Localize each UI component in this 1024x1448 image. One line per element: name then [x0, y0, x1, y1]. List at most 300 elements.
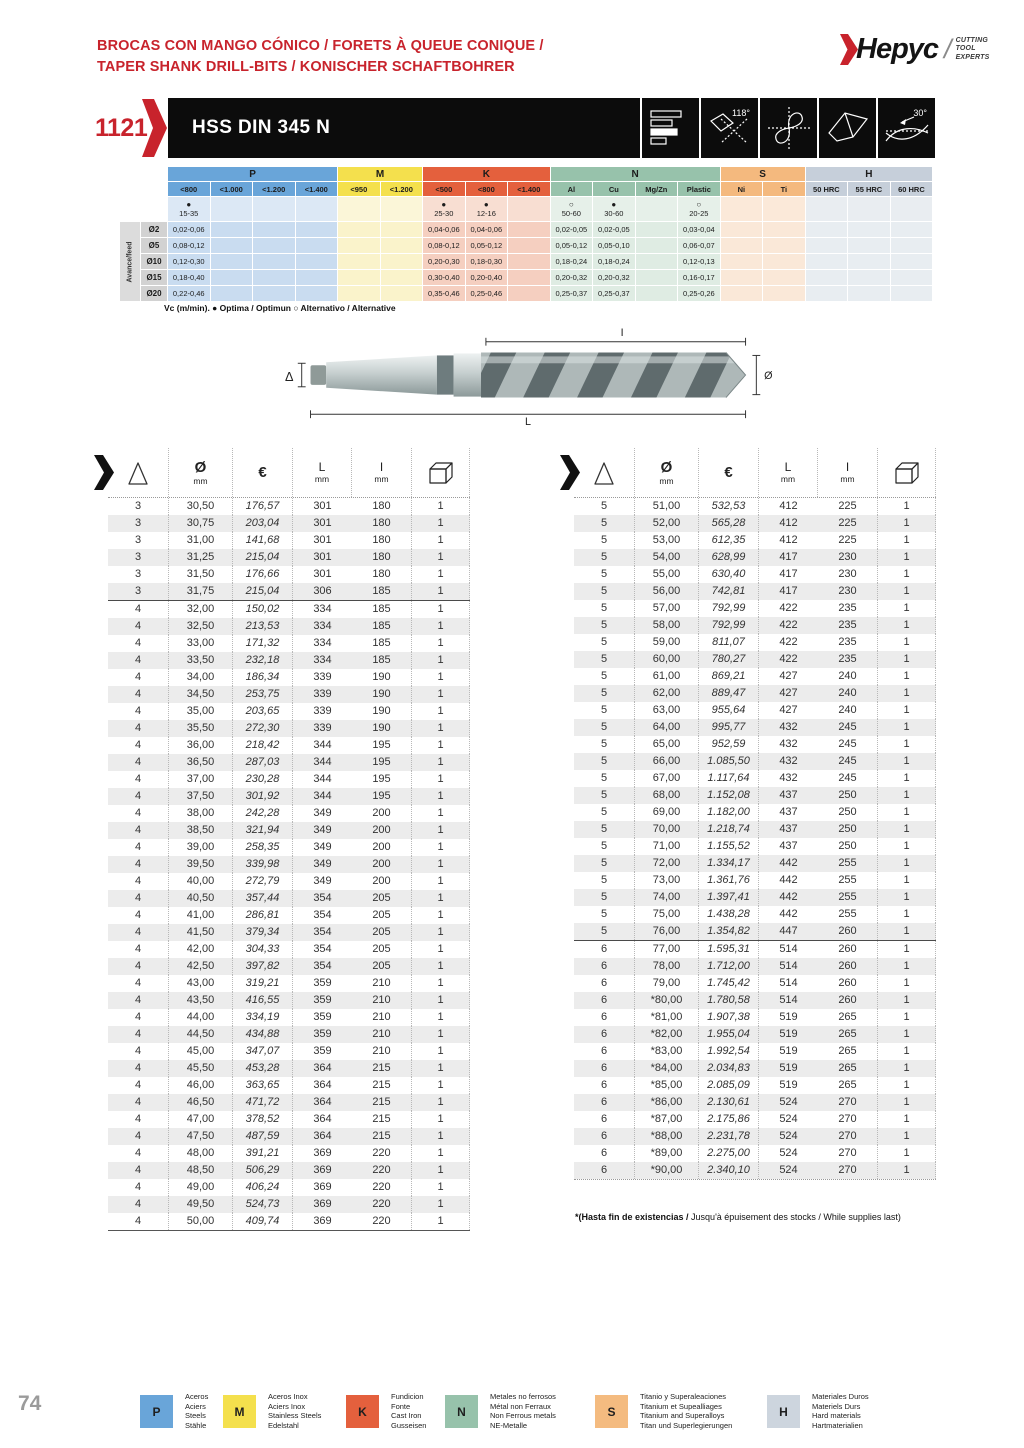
cell-diameter: 39,00	[169, 839, 233, 856]
cell-flute-length: 215	[352, 1077, 412, 1094]
cell-price: 176,57	[233, 498, 293, 515]
cell-cone: 5	[574, 685, 635, 702]
cell-cone: 6	[574, 992, 635, 1009]
cell-cone: 4	[108, 890, 169, 907]
catalog-row	[574, 992, 936, 1009]
material-group-N: N	[551, 167, 720, 181]
length-column-header	[293, 448, 352, 497]
package-column-header	[878, 448, 936, 497]
cell-flute-length: 210	[352, 975, 412, 992]
legend-line: Stähle	[185, 1420, 207, 1430]
feed-cell: 0,25-0,37	[593, 286, 635, 301]
cell-cone: 5	[574, 600, 635, 617]
cell-length: 344	[313, 790, 332, 802]
product-banner	[95, 98, 935, 158]
cell-length: 306	[313, 585, 332, 597]
cell-flute-length: 250	[818, 821, 878, 838]
product-name-bar	[168, 98, 640, 158]
cell-cone: 3	[108, 532, 169, 549]
cell-flute-length: 185	[352, 652, 412, 669]
flute-symbol: I	[379, 460, 384, 475]
cell-flute-length: 235	[818, 617, 878, 634]
legend-line: Materiels Durs	[812, 1401, 861, 1411]
package-cube-icon	[894, 461, 920, 485]
price-symbol: €	[724, 464, 733, 481]
cell-diameter: 41,00	[169, 907, 233, 924]
cell-cone: 5	[574, 753, 635, 770]
legend-line: Materiales Duros	[812, 1392, 869, 1401]
feed-cell	[806, 254, 848, 269]
cell-price: 232,18	[233, 652, 293, 669]
cell-qty: 1	[412, 1026, 470, 1043]
cell-cone: 5	[574, 651, 635, 668]
cell-cone: 5	[574, 515, 635, 532]
cell-flute-length: 195	[352, 737, 412, 754]
cell-qty: 1	[412, 958, 470, 975]
subcolumn-header: <950	[338, 182, 380, 196]
product-name: HSS DIN 345 N	[192, 117, 331, 138]
catalog-row	[108, 737, 470, 754]
cell-length: 412	[779, 534, 798, 546]
cell-diameter: 52,00	[635, 515, 699, 532]
catalog-row	[574, 532, 936, 549]
catalog-row	[108, 1060, 470, 1077]
flute-unit: mm	[374, 474, 389, 485]
cell-qty: 1	[878, 906, 936, 923]
cell-qty: 1	[878, 685, 936, 702]
cell-flute-length: 245	[818, 736, 878, 753]
total-length-label: L	[525, 416, 532, 425]
cell-cone: 5	[574, 872, 635, 889]
cell-qty: 1	[412, 975, 470, 992]
vc-cell: ● 25-30	[423, 197, 465, 221]
cell-price: 141,68	[233, 532, 293, 549]
cell-diameter: 33,50	[169, 652, 233, 669]
cell-flute-length: 270	[818, 1162, 878, 1179]
cell-length: 412	[779, 517, 798, 529]
catalog-row	[108, 941, 470, 958]
cell-length: 524	[779, 1147, 798, 1159]
cell-cone: 3	[108, 566, 169, 583]
cell-flute-length: 220	[352, 1179, 412, 1196]
feed-diameter-label: Ø20	[141, 286, 167, 301]
cell-price: 319,21	[233, 975, 293, 992]
subcolumn-header: 55 HRC	[848, 182, 890, 196]
cell-qty: 1	[412, 924, 470, 941]
cell-price: 1.438,28	[699, 906, 759, 923]
cell-diameter: 64,00	[635, 719, 699, 736]
cell-length: 369	[313, 1164, 332, 1176]
cell-flute-length: 190	[352, 720, 412, 737]
cell-length: 427	[779, 687, 798, 699]
cell-length: 344	[313, 739, 332, 751]
cell-flute-length: 265	[818, 1009, 878, 1026]
feed-cell	[211, 254, 253, 269]
cell-cone: 3	[108, 549, 169, 566]
feed-cell	[253, 286, 295, 301]
cell-length: 422	[779, 653, 798, 665]
cell-flute-length: 195	[352, 771, 412, 788]
feed-cell	[721, 286, 763, 301]
cell-price: 628,99	[699, 549, 759, 566]
catalog-row	[574, 958, 936, 975]
legend-line: Steels	[185, 1411, 206, 1420]
cell-flute-length: 245	[818, 770, 878, 787]
dia-unit: mm	[659, 475, 674, 486]
stock-footnote	[575, 1212, 901, 1222]
catalog-row	[108, 1026, 470, 1043]
product-code: 1121	[95, 113, 148, 142]
legend-line: Cast Iron	[391, 1411, 422, 1420]
cell-cone: 6	[574, 1128, 635, 1145]
cell-price: 150,02	[233, 601, 293, 618]
cell-diameter: 75,00	[635, 906, 699, 923]
cell-length: 442	[779, 891, 798, 903]
cell-qty: 1	[878, 1094, 936, 1111]
cell-diameter: *85,00	[635, 1077, 699, 1094]
feed-cell	[338, 286, 380, 301]
cell-price: 301,92	[233, 788, 293, 805]
cell-diameter: 72,00	[635, 855, 699, 872]
cell-cone: 5	[574, 634, 635, 651]
cell-qty: 1	[878, 1026, 936, 1043]
legend-swatch-N: N	[445, 1395, 478, 1428]
cell-flute-length: 180	[352, 498, 412, 515]
cell-qty: 1	[412, 703, 470, 720]
cell-diameter: 35,50	[169, 720, 233, 737]
feed-cell	[636, 222, 678, 237]
vc-cell	[508, 197, 550, 221]
feed-cell: 0,20-0,32	[593, 270, 635, 285]
cell-length: 359	[313, 1045, 332, 1057]
cell-cone: 5	[574, 549, 635, 566]
feed-cell	[338, 254, 380, 269]
catalog-row	[574, 804, 936, 821]
cell-length: 514	[779, 994, 798, 1006]
subcolumn-header: <500	[423, 182, 465, 196]
cell-length: 417	[779, 568, 798, 580]
legend-item-S	[595, 1392, 732, 1430]
catalog-row	[574, 583, 936, 600]
cell-cone: 5	[574, 736, 635, 753]
cell-flute-length: 195	[352, 754, 412, 771]
cell-length: 301	[313, 551, 332, 563]
cell-flute-length: 240	[818, 685, 878, 702]
cell-flute-length: 220	[352, 1196, 412, 1213]
cell-length: 369	[313, 1181, 332, 1193]
legend-line: Métal non Ferraux	[490, 1401, 551, 1411]
cell-length: 301	[313, 568, 332, 580]
svg-text:30°: 30°	[912, 108, 927, 118]
catalog-row	[108, 873, 470, 890]
cell-cone: 6	[574, 1026, 635, 1043]
cell-cone: 5	[574, 702, 635, 719]
catalog-row	[108, 1009, 470, 1026]
cell-length: 354	[313, 926, 332, 938]
legend-line: Titan und Superlegierungen	[640, 1420, 733, 1430]
catalog-row	[574, 1094, 936, 1111]
feed-cell: 0,18-0,24	[593, 254, 635, 269]
flute-column-header	[818, 448, 878, 497]
catalog-row	[108, 686, 470, 703]
cell-price: 532,53	[699, 498, 759, 515]
feed-cell: 0,05-0,10	[593, 238, 635, 253]
cell-length: 432	[779, 772, 798, 784]
cell-price: 1.907,38	[699, 1009, 759, 1026]
cell-qty: 1	[878, 702, 936, 719]
cell-price: 339,98	[233, 856, 293, 873]
cell-price: 304,33	[233, 941, 293, 958]
cell-flute-length: 240	[818, 668, 878, 685]
subcolumn-header: <1.400	[296, 182, 338, 196]
cell-flute-length: 265	[818, 1026, 878, 1043]
legend-line: Hard materials	[812, 1411, 861, 1420]
cell-cone: 5	[574, 821, 635, 838]
cell-qty: 1	[878, 1060, 936, 1077]
catalog-row	[108, 856, 470, 873]
cell-price: 242,28	[233, 805, 293, 822]
catalog-row	[108, 958, 470, 975]
length-column-header	[759, 448, 818, 497]
cell-diameter: 50,00	[169, 1213, 233, 1230]
catalog-table-left	[95, 448, 470, 1231]
cell-length: 359	[313, 1011, 332, 1023]
cell-length: 519	[779, 1011, 798, 1023]
feed-cell	[211, 238, 253, 253]
cell-price: 379,34	[233, 924, 293, 941]
cell-price: 2.340,10	[699, 1162, 759, 1179]
catalog-row	[574, 1111, 936, 1128]
catalog-row	[108, 805, 470, 822]
cell-flute-length: 250	[818, 804, 878, 821]
cell-cone: 6	[574, 975, 635, 992]
cell-cone: 5	[574, 855, 635, 872]
cell-flute-length: 220	[352, 1213, 412, 1230]
catalog-row	[108, 1128, 470, 1145]
cell-length: 417	[779, 551, 798, 563]
cell-length: 524	[779, 1113, 798, 1125]
feed-cell: 0,16-0,17	[678, 270, 720, 285]
catalog-row	[574, 923, 936, 940]
cell-qty: 1	[412, 1128, 470, 1145]
cell-flute-length: 230	[818, 566, 878, 583]
legend-line: Titanium et Supealliages	[640, 1401, 722, 1411]
cell-flute-length: 205	[352, 890, 412, 907]
cell-flute-length: 235	[818, 600, 878, 617]
cell-diameter: *80,00	[635, 992, 699, 1009]
drill-point-icon	[819, 98, 876, 158]
cell-diameter: 38,00	[169, 805, 233, 822]
catalog-row	[574, 1145, 936, 1162]
cell-qty: 1	[878, 1043, 936, 1060]
cell-diameter: 31,50	[169, 566, 233, 583]
legend-line: Titanio y Superaleaciones	[640, 1392, 727, 1401]
cell-flute-length: 250	[818, 787, 878, 804]
catalog-row	[574, 753, 936, 770]
legend-line: Titanium and Superalloys	[640, 1411, 725, 1420]
cell-cone: 4	[108, 601, 169, 618]
dia-symbol: Ø	[660, 458, 673, 476]
cell-diameter: 79,00	[635, 975, 699, 992]
cell-flute-length: 260	[818, 923, 878, 940]
feed-cell: 0,12-0,13	[678, 254, 720, 269]
chevron-icon	[560, 455, 581, 490]
stock-footnote-rest: Jusqu'à épuisement des stocks / While supplies last)	[688, 1212, 901, 1222]
cell-flute-length: 200	[352, 856, 412, 873]
cell-length: 344	[313, 756, 332, 768]
legend-item-M	[223, 1392, 321, 1430]
feed-cell	[381, 238, 423, 253]
cell-length: 524	[779, 1096, 798, 1108]
feed-cell	[721, 270, 763, 285]
cell-qty: 1	[878, 821, 936, 838]
cell-flute-length: 200	[352, 805, 412, 822]
cell-cone: 6	[574, 1060, 635, 1077]
banner-chevron-icon	[142, 98, 168, 158]
catalog-row	[108, 720, 470, 737]
feed-cell	[381, 286, 423, 301]
cell-diameter: 62,00	[635, 685, 699, 702]
feed-cell	[763, 238, 805, 253]
catalog-row	[108, 652, 470, 669]
cell-price: 506,29	[233, 1162, 293, 1179]
cell-length: 334	[313, 603, 332, 615]
cell-cone: 4	[108, 1128, 169, 1145]
catalog-row	[108, 1162, 470, 1179]
cell-price: 286,81	[233, 907, 293, 924]
page-title-line2: TAPER SHANK DRILL-BITS / KONISCHER SCHAFTBOHRER	[97, 59, 515, 75]
cell-length: 349	[313, 875, 332, 887]
cell-flute-length: 185	[352, 618, 412, 635]
feed-cell	[721, 222, 763, 237]
subcolumn-header: <800	[466, 182, 508, 196]
cell-flute-length: 205	[352, 907, 412, 924]
cell-diameter: *89,00	[635, 1145, 699, 1162]
cell-flute-length: 180	[352, 515, 412, 532]
cell-cone: 5	[574, 719, 635, 736]
catalog-row	[108, 498, 470, 515]
material-group-S: S	[721, 167, 805, 181]
cell-flute-length: 230	[818, 549, 878, 566]
material-group-P: P	[168, 167, 337, 181]
cone-taper-icon	[127, 460, 149, 486]
cell-diameter: 44,50	[169, 1026, 233, 1043]
subcolumn-header: <800	[168, 182, 210, 196]
cell-qty: 1	[878, 1009, 936, 1026]
cell-cone: 4	[108, 1077, 169, 1094]
catalog-row	[574, 668, 936, 685]
cell-flute-length: 215	[352, 1128, 412, 1145]
cell-price: 1.955,04	[699, 1026, 759, 1043]
cell-flute-length: 270	[818, 1111, 878, 1128]
feed-cell	[381, 254, 423, 269]
catalog-row	[108, 1213, 470, 1230]
catalog-row	[108, 839, 470, 856]
cell-length: 432	[779, 721, 798, 733]
feed-cell	[296, 238, 338, 253]
cell-diameter: 78,00	[635, 958, 699, 975]
catalog-row	[574, 770, 936, 787]
cell-price: 792,99	[699, 617, 759, 634]
cell-price: 792,99	[699, 600, 759, 617]
cell-qty: 1	[412, 686, 470, 703]
cone-column-header	[574, 448, 635, 497]
cell-diameter: 41,50	[169, 924, 233, 941]
feed-cell: 0,20-0,40	[466, 270, 508, 285]
legend-swatch-M: M	[223, 1395, 256, 1428]
cell-qty: 1	[878, 668, 936, 685]
cell-length: 301	[313, 517, 332, 529]
cell-diameter: 32,00	[169, 601, 233, 618]
cell-cone: 4	[108, 669, 169, 686]
feed-axis-label: Avance/feed	[120, 222, 140, 301]
cell-diameter: 30,50	[169, 498, 233, 515]
feed-cell	[508, 286, 550, 301]
cell-flute-length: 225	[818, 515, 878, 532]
legend-line: Edelstahl	[268, 1420, 299, 1430]
cell-qty: 1	[878, 889, 936, 906]
catalog-row	[108, 1196, 470, 1213]
cell-cone: 5	[574, 498, 635, 515]
cell-cone: 5	[574, 838, 635, 855]
cell-price: 2.130,61	[699, 1094, 759, 1111]
legend-line: Non Ferrous metals	[490, 1411, 556, 1420]
cell-cone: 3	[108, 515, 169, 532]
cell-flute-length: 255	[818, 872, 878, 889]
vc-cell	[891, 197, 933, 221]
feed-cell	[338, 222, 380, 237]
cell-qty: 1	[878, 804, 936, 821]
subcolumn-header: Ni	[721, 182, 763, 196]
cell-flute-length: 270	[818, 1094, 878, 1111]
legend-item-H	[767, 1392, 869, 1430]
cell-length: 519	[779, 1062, 798, 1074]
cell-flute-length: 270	[818, 1145, 878, 1162]
feed-cell	[891, 270, 933, 285]
cell-cone: 4	[108, 1196, 169, 1213]
legend-text-H	[812, 1392, 869, 1430]
cell-diameter: 44,00	[169, 1009, 233, 1026]
catalog-row	[108, 822, 470, 839]
cell-qty: 1	[878, 975, 936, 992]
feed-cell: 0,20-0,32	[551, 270, 593, 285]
cell-cone: 5	[574, 787, 635, 804]
cell-qty: 1	[412, 532, 470, 549]
cell-qty: 1	[412, 1077, 470, 1094]
cell-diameter: 59,00	[635, 634, 699, 651]
cell-price: 1.397,41	[699, 889, 759, 906]
cell-price: 2.034,83	[699, 1060, 759, 1077]
cell-flute-length: 260	[818, 958, 878, 975]
cell-qty: 1	[878, 736, 936, 753]
catalog-row	[574, 1043, 936, 1060]
catalog-body-right	[574, 498, 936, 1180]
cell-flute-length: 260	[818, 975, 878, 992]
cell-cone: 6	[574, 941, 635, 958]
catalog-row	[574, 1162, 936, 1179]
catalog-row	[574, 1128, 936, 1145]
vc-cell	[636, 197, 678, 221]
cell-qty: 1	[878, 583, 936, 600]
feed-cell	[253, 254, 295, 269]
vc-cell	[211, 197, 253, 221]
feed-cell	[253, 270, 295, 285]
cell-qty: 1	[412, 856, 470, 873]
cell-cone: 4	[108, 1009, 169, 1026]
cell-length: 432	[779, 738, 798, 750]
cell-diameter: 67,00	[635, 770, 699, 787]
cell-price: 171,32	[233, 635, 293, 652]
